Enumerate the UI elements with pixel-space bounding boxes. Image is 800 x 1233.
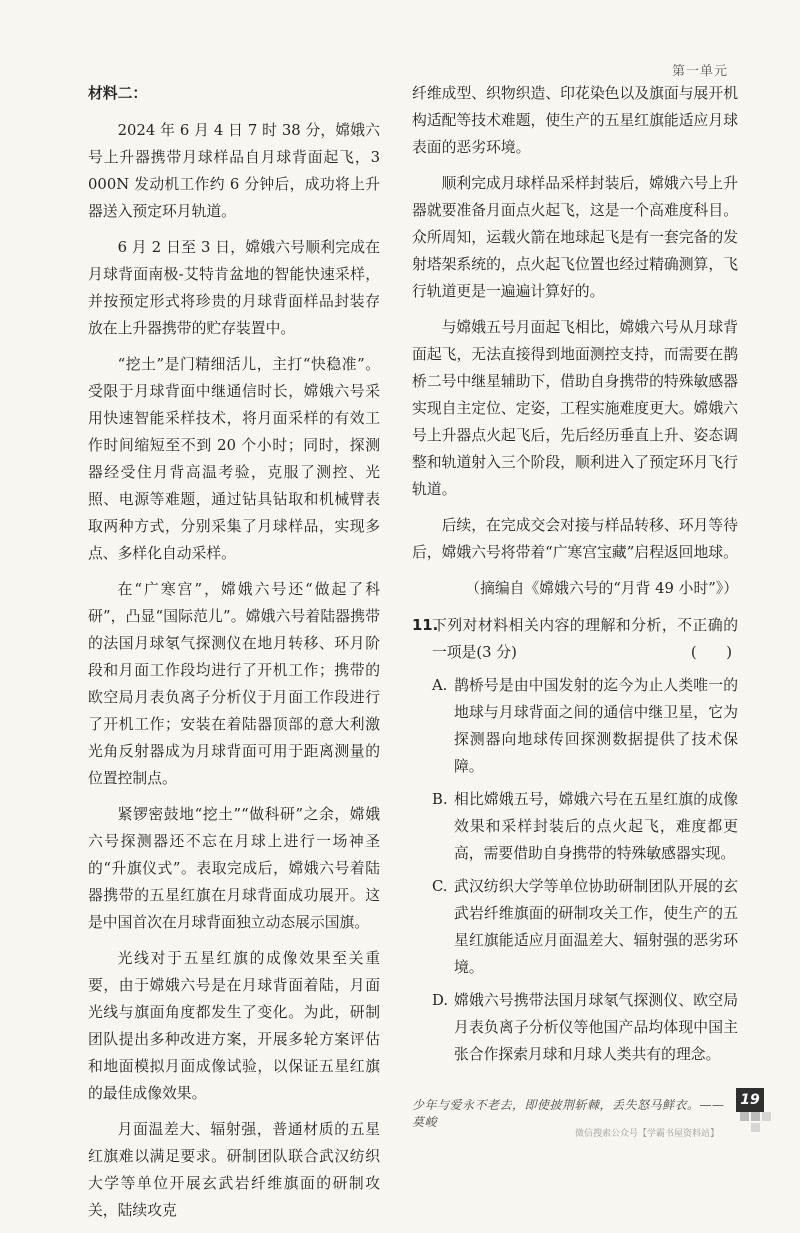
right-column	[412, 80, 738, 1068]
paragraph: 在“广寒宫”，嫦娥六号还“做起了科研”，凸显“国际范儿”。嫦娥六号着陆器携带的法国月球氡气探测仪在地月转移、环月阶段和月面工作段均进行了开机工作；携带的欧空局月表负离子分析仪于月面工作段进行了开机工作；安装在着陆器顶部的意大利激光角反射器成为月球背面可用于距离测量的位置控制点。	[88, 581, 380, 787]
option-label: C.	[432, 878, 448, 895]
option-label: A.	[432, 677, 448, 694]
option-text: 武汉纺织大学等单位协助研制团队开展的玄武岩纤维旗面的研制攻关工作，使生产的五星红旗能适应月面温差大、辐射强的恶劣环境。	[454, 878, 738, 976]
option-label: D.	[432, 992, 449, 1009]
source-citation: （摘编自《嫦娥六号的“月背 49 小时”》）	[465, 580, 738, 597]
paragraph: 月面温差大、辐射强，普通材质的五星红旗难以满足要求。研制团队联合武汉纺织大学等单位开展玄武岩纤维旗面的研制攻关，陆续攻克	[88, 1121, 380, 1219]
option-d	[412, 987, 738, 1068]
watermark: 微信搜索公众号【学霸书屋资料站】	[575, 1129, 720, 1139]
paragraph: 后续，在完成交会对接与样品转移、环月等待后，嫦娥六号将带着“广寒宫宝藏”启程返回地球。	[412, 517, 738, 561]
paragraph-continuation: 纤维成型、织物织造、印花染色以及旗面与展开机构适配等技术难题，使生产的五星红旗能适应月球表面的恶劣环境。	[412, 85, 738, 156]
question-stem	[412, 612, 738, 666]
paragraph: “挖土”是门精细活儿，主打“快稳准”。受限于月球背面中继通信时长，嫦娥六号采用快速智能采样技术，将月面采样的有效工作时间缩短至不到 20 个小时；同时，探测器经受住月背高温考验，克服了测控、光照、电源等难题，通过钻具钻取和机械臂表取两种方式，分别采集了月球样品，实现多点、多样化自动采样。	[88, 356, 380, 562]
option-text: 嫦娥六号携带法国月球氡气探测仪、欧空局月表负离子分析仪等他国产品均体现中国主张合作探索月球和月球人类共有的理念。	[454, 992, 738, 1063]
paragraph: 6 月 2 日至 3 日，嫦娥六号顺利完成在月球背面南极-艾特肯盆地的智能快速采样，并按预定形式将珍贵的月球背面样品封装存放在上升器携带的贮存装置中。	[88, 239, 380, 337]
paragraph: 与嫦娥五号月面起飞相比，嫦娥六号从月球背面起飞，无法直接得到地面测控支持，而需要在鹊桥二号中继星辅助下，借助自身携带的特殊敏感器实现自主定位、定姿，工程实施难度更大。嫦娥六号上升器点火起飞后，先后经历垂直上升、姿态调整和轨道射入三个阶段，顺利进入了预定环月飞行轨道。	[412, 319, 738, 498]
question-prompt: 下列对材料相关内容的理解和分析，不正确的一项是(3 分)	[432, 617, 738, 661]
paragraph: 紧锣密鼓地“挖土”“做科研”之余，嫦娥六号探测器还不忘在月球上进行一场神圣的“升旗仪式”。表取完成后，嫦娥六号着陆器携带的五星红旗在月球背面成功展开。这是中国首次在月球背面独立动态展示国旗。	[88, 806, 380, 931]
footer-quote: 少年与爱永不老去，即使披荆斩棘，丢失怒马鲜衣。——莫峻	[412, 1098, 725, 1129]
option-c	[412, 873, 738, 981]
option-text: 相比嫦娥五号，嫦娥六号在五星红旗的成像效果和采样封装后的点火起飞，难度都更高，需要借助自身携带的特殊敏感器实现。	[454, 791, 738, 862]
question-number: 11.	[412, 617, 439, 634]
option-text: 鹊桥号是由中国发射的迄今为止人类唯一的地球与月球背面之间的通信中继卫星，它为探测器向地球传回探测数据提供了技术保障。	[454, 677, 738, 775]
option-label: B.	[432, 791, 448, 808]
option-b	[412, 786, 738, 867]
left-column	[88, 80, 380, 1233]
answer-blank: ( )	[690, 644, 732, 661]
material-heading: 材料二：	[88, 85, 148, 102]
question-text	[432, 612, 738, 666]
paragraph: 顺利完成月球样品采样封装后，嫦娥六号上升器就要准备月面点火起飞，这是一个高难度科目。众所周知，运载火箭在地球起飞是有一套完备的发射塔架系统的，点火起飞位置也经过精确测算，飞行轨道更是一遍遍计算好的。	[412, 175, 738, 300]
paragraph: 光线对于五星红旗的成像效果至关重要，由于嫦娥六号是在月球背面着陆，月面光线与旗面角度都发生了变化。为此，研制团队提出多种改进方案，开展多轮方案评估和地面模拟月面成像试验，以保证五星红旗的最佳成像效果。	[88, 950, 380, 1102]
option-a	[412, 672, 738, 780]
page-number: 19	[736, 1088, 764, 1112]
paragraph: 2024 年 6 月 4 日 7 时 38 分，嫦娥六号上升器携带月球样品自月球背面起飞，3 000N 发动机工作约 6 分钟后，成功将上升器送入预定环月轨道。	[88, 122, 380, 220]
unit-label: 第一单元	[672, 64, 729, 79]
